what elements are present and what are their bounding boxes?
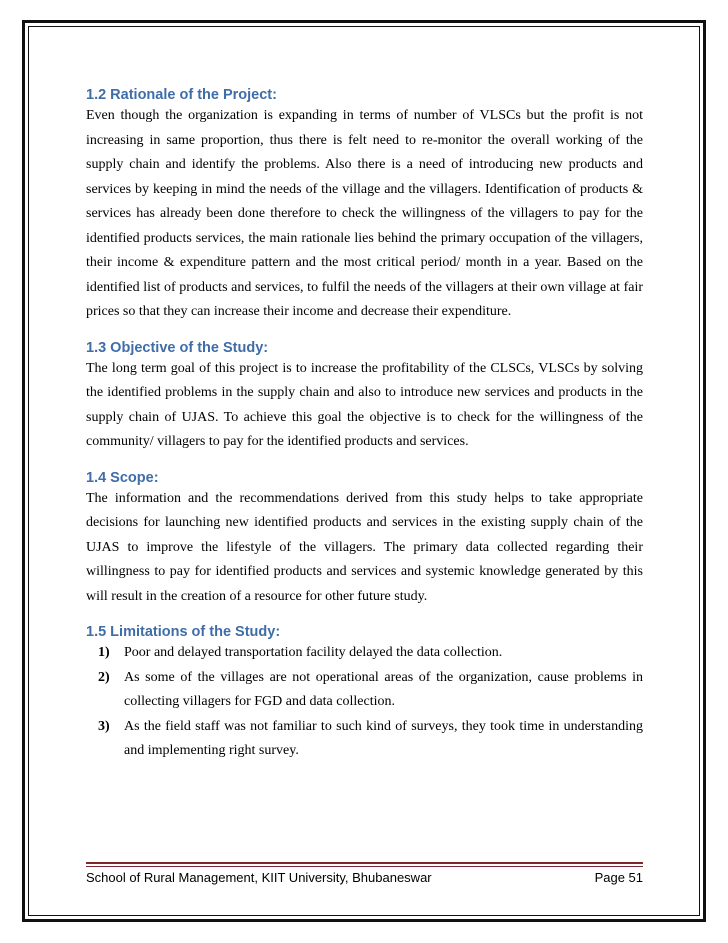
section-scope: [86, 469, 643, 610]
list-item-text: Poor and delayed transportation facility delayed the data collection.: [124, 645, 503, 660]
section-objective: [86, 339, 643, 455]
section-heading: 1.3 Objective of the Study:: [86, 339, 269, 356]
list-item: [98, 641, 643, 666]
footer-rule-thin: [86, 866, 643, 867]
list-item-text: As the field staff was not familiar to such kind of surveys, they took time in understanding and implementing right survey.: [124, 718, 643, 758]
limitations-list: [86, 641, 643, 764]
page-content: [86, 86, 643, 778]
section-heading: 1.5 Limitations of the Study:: [86, 624, 281, 640]
list-item-number: 1): [98, 645, 110, 660]
section-body: The long term goal of this project is to increase the profitability of the CLSCs, VLSCs by solving the identified problems in the supply chain and also to introduce new services and products in the supply chain of UJAS. To achieve this goal the objective is to check for the willingness of the community/ villagers to pay for the identified products and services.: [86, 360, 643, 449]
list-item-text: As some of the villages are not operational areas of the organization, cause problems in collecting villagers for FGD and data collection.: [124, 669, 643, 709]
list-item: [98, 715, 643, 764]
section-limitations: [86, 623, 643, 764]
list-item-number: 3): [98, 718, 110, 734]
section-heading: 1.4 Scope:: [86, 469, 159, 486]
section-rationale: [86, 86, 643, 325]
page-number: Page 51: [594, 870, 643, 885]
section-body: The information and the recommendations derived from this study helps to take appropriate decisions for launching new identified products and services in the existing supply chain of the UJAS to improve the lifestyle of the villagers. The primary data collected regarding their willingness to pay for identified products and services and systemic knowledge generated by this will result in the creation of a resource for other future study.: [86, 490, 643, 604]
list-item-number: 2): [98, 669, 110, 685]
list-item: [98, 666, 643, 715]
page-footer: [86, 870, 643, 885]
section-heading: 1.2 Rationale of the Project:: [86, 87, 277, 103]
section-body: Even though the organization is expanding in terms of number of VLSCs but the profit is not increasing in same proportion, thus there is felt need to re-monitor the overall working of the supply chain and identify the problems. Also there is a need of introducing new products and services by keeping in mind the needs of the village and the villagers. Identification of products & services has already been done therefore to check the willingness of the villagers to pay for the identified products services, the main rationale lies behind the primary occupation of the villagers, their income & expenditure pattern and the most critical period/ month in a year. Based on the identified list of products and services, to fulfil the needs of the villagers at their own village at fair prices so that they can increase their income and decrease their expenditure.: [86, 108, 643, 319]
footer-institution: School of Rural Management, KIIT University, Bhubaneswar: [86, 870, 432, 885]
footer-rule: [86, 862, 643, 864]
